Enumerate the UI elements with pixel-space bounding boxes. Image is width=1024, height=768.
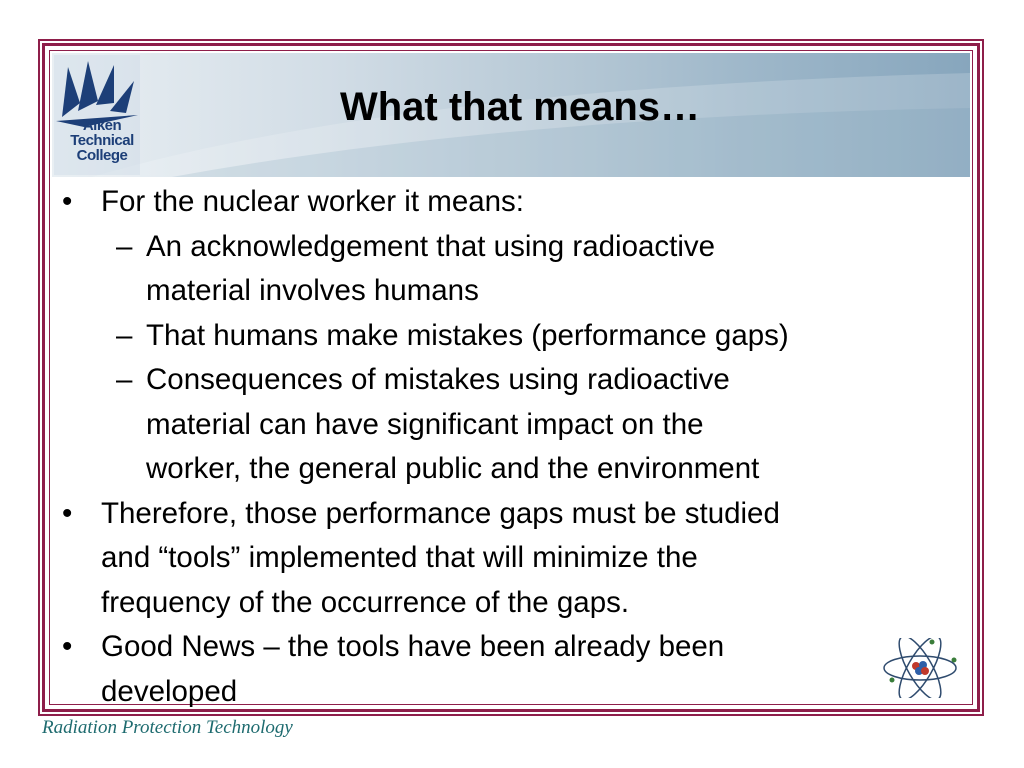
- slide-body: [58, 180, 958, 714]
- logo-line-2: Technical: [70, 132, 134, 149]
- logo-line-3: College: [76, 147, 128, 164]
- slide-title: What that means…: [339, 85, 701, 129]
- bullet-icon: •: [62, 630, 73, 663]
- sub-bullet-line: worker, the general public and the environment: [146, 452, 760, 485]
- sub-bullet-item-1: [58, 225, 958, 314]
- sub-bullet-line: material can have significant impact on the: [146, 407, 704, 441]
- bullet-icon: •: [62, 496, 73, 530]
- bullet-icon: •: [62, 185, 73, 218]
- sub-bullet-line: material involves humans: [146, 274, 479, 307]
- dash-icon: –: [116, 229, 133, 263]
- dash-icon: –: [116, 318, 133, 352]
- sub-bullet-line: That humans make mistakes (performance gaps): [146, 318, 789, 352]
- sub-bullet-item-2: [58, 314, 958, 359]
- sub-bullet-item-3: [58, 358, 958, 492]
- bullet-line: Therefore, those performance gaps must be studied: [101, 496, 780, 530]
- bullet-line: Good News – the tools have been already been: [101, 630, 725, 663]
- bullet-text: For the nuclear worker it means:: [101, 185, 524, 218]
- bullet-item-3: [58, 625, 958, 714]
- footer-course-name: Radiation Protection Technology: [42, 717, 293, 738]
- logo-line-1: Aiken: [82, 117, 122, 134]
- bullet-line: frequency of the occurrence of the gaps.: [101, 585, 630, 619]
- atom-icon: [880, 638, 960, 698]
- dash-icon: –: [116, 363, 133, 396]
- bullet-item-1: [58, 180, 958, 225]
- bullet-line: developed: [101, 674, 238, 708]
- bullet-line: and “tools” implemented that will minimize the: [101, 541, 698, 574]
- sub-bullet-line: An acknowledgement that using radioactive: [146, 229, 716, 263]
- logo-wordmark: [62, 118, 142, 163]
- sub-bullet-line: Consequences of mistakes using radioactive: [146, 363, 730, 396]
- bullet-item-2: [58, 492, 958, 626]
